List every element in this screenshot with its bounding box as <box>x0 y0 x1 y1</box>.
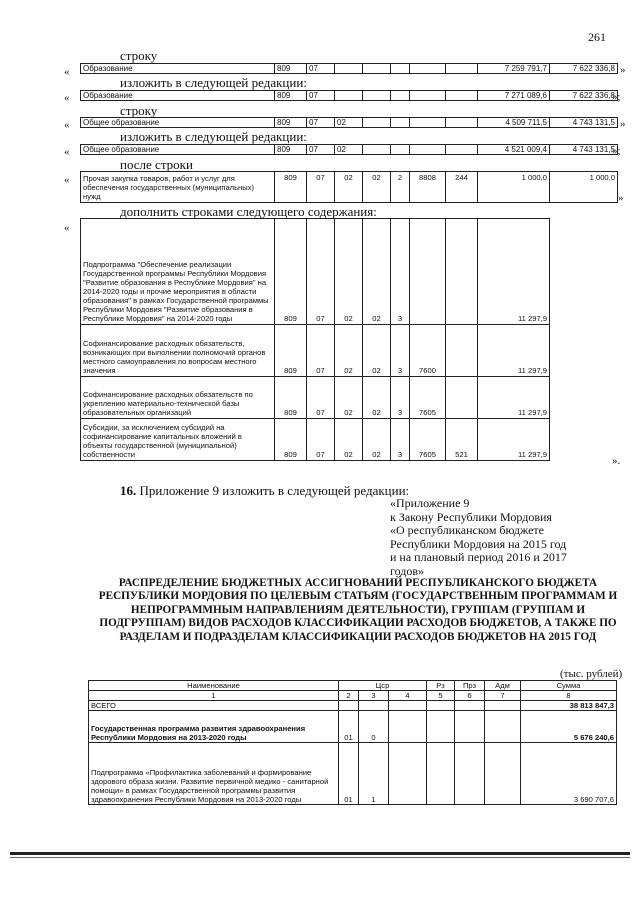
phrase-stroku: строку <box>120 103 158 118</box>
cell-empty <box>427 701 455 711</box>
cell-empty <box>335 64 363 74</box>
section-text: Приложение 9 изложить в следующей редакции: <box>136 483 410 498</box>
col-number: 1 <box>89 691 339 701</box>
cell-sum: 7 259 791,7 <box>478 64 550 74</box>
table-row <box>81 325 618 377</box>
cell-code <box>339 701 359 711</box>
cell-name: Государственная программа развития здравоохранения Республики Мордовия на 2013-2020 годы <box>89 711 339 743</box>
cell-empty <box>485 711 521 743</box>
close-quote: » <box>620 64 626 76</box>
cell-sum: 4 743 131,5 <box>550 118 618 128</box>
cell-code: 809 <box>275 91 307 101</box>
cell-name: Образование <box>81 91 275 101</box>
header-prz: Прз <box>455 681 485 691</box>
cell-code: 809 <box>275 64 307 74</box>
cell-empty <box>550 419 618 461</box>
col-number: 3 <box>359 691 389 701</box>
added-rows-table <box>80 218 618 461</box>
cell-code: 02 <box>363 219 391 325</box>
cell-code: 01 <box>339 711 359 743</box>
cell-empty <box>391 145 410 155</box>
section-16 <box>120 483 409 499</box>
cell-empty <box>446 91 478 101</box>
cell-code: 02 <box>363 377 391 419</box>
cell-code: 02 <box>335 118 363 128</box>
cell-code: 07 <box>307 219 335 325</box>
cell-code: 02 <box>335 419 363 461</box>
phrase-change: изложить в следующей редакции: <box>120 129 307 144</box>
units-label: (тыс. рублей) <box>560 668 623 680</box>
cell-code <box>446 325 478 377</box>
cell-code: 07 <box>307 118 335 128</box>
cell-code: 521 <box>446 419 478 461</box>
row-general-old <box>80 117 618 128</box>
col-number: 5 <box>427 691 455 701</box>
open-quote: « <box>64 66 70 78</box>
cell-code: 1 <box>359 743 389 805</box>
cell-empty <box>427 711 455 743</box>
appendix-line: «О республиканском бюджете <box>390 523 545 538</box>
cell-name: Софинансирование расходных обязательств по укреплению материально-технической базы образовательных организаций <box>81 377 275 419</box>
cell-empty <box>550 377 618 419</box>
cell-empty <box>427 743 455 805</box>
row-obrazovanie-new <box>80 90 618 101</box>
phrase-change: изложить в следующей редакции: <box>120 75 307 90</box>
close-quote: »; <box>612 91 621 103</box>
row-general-new <box>80 144 618 155</box>
cell-code: 02 <box>363 419 391 461</box>
cell-empty <box>363 118 391 128</box>
cell-name: Общее образование <box>81 145 275 155</box>
cell-sum: 11 297,9 <box>478 419 550 461</box>
cell-empty <box>391 64 410 74</box>
phrase-add: дополнить строками следующего содержания: <box>120 204 377 219</box>
cell-code: 07 <box>307 377 335 419</box>
open-quote: « <box>64 119 70 131</box>
table-row <box>89 743 617 805</box>
cell-code: 07 <box>307 64 335 74</box>
column-number-row <box>89 691 617 701</box>
cell-empty <box>389 711 427 743</box>
cell-code <box>359 701 389 711</box>
cell-code: 809 <box>275 172 307 203</box>
cell-code: 07 <box>307 419 335 461</box>
cell-code: 7605 <box>410 377 446 419</box>
cell-code: 809 <box>275 377 307 419</box>
cell-code: 809 <box>275 219 307 325</box>
cell-sum: 4 743 131,5 <box>550 145 618 155</box>
cell-sum: 7 622 336,8 <box>550 64 618 74</box>
document-title: РАСПРЕДЕЛЕНИЕ БЮДЖЕТНЫХ АССИГНОВАНИЙ РЕСПУБЛИКАНСКОГО БЮДЖЕТА РЕСПУБЛИКИ МОРДОВИЯ ПО ЦЕЛЕВЫМ СТАТЬЯМ (ГОСУДАРСТВЕННЫМ ПРОГРАММАМ И НЕПРОГРАММНЫМ НАПРАВЛЕНИЯМ ДЕЯТЕЛЬНОСТИ), ГРУППАМ (ГРУППАМ И ПОДГРУППАМ) ВИДОВ РАСХОДОВ КЛАССИФИКАЦИИ РАСХОДОВ БЮДЖЕТОВ, А ТАКЖЕ ПО РАЗДЕЛАМ И ПОДРАЗДЕЛАМ КЛАССИФИКАЦИИ РАСХОДОВ БЮДЖЕТОВ НА 2015 ГОД <box>98 577 618 643</box>
table-row <box>89 701 617 711</box>
cell-empty <box>363 145 391 155</box>
appendix-line: Республики Мордовия на 2015 год <box>390 536 567 551</box>
cell-sum: 3 690 707,6 <box>521 743 617 805</box>
header-adm: Адм <box>485 681 521 691</box>
col-number: 8 <box>521 691 617 701</box>
cell-empty <box>446 145 478 155</box>
cell-empty <box>389 701 427 711</box>
cell-sum: 38 813 847,3 <box>521 701 617 711</box>
cell-sum: 4 521 009,4 <box>478 145 550 155</box>
cell-code: 809 <box>275 325 307 377</box>
cell-empty <box>391 91 410 101</box>
cell-name: Субсидии, за исключением субсидий на софинансирование капитальных вложений в объекты государственной (муниципальной) собственности <box>81 419 275 461</box>
cell-empty <box>485 701 521 711</box>
table-header-row <box>89 681 617 691</box>
cell-empty <box>389 743 427 805</box>
page-number: 261 <box>588 30 606 44</box>
col-number: 2 <box>339 691 359 701</box>
cell-sum: 4 509 711,5 <box>478 118 550 128</box>
cell-empty <box>485 743 521 805</box>
cell-code: 809 <box>275 118 307 128</box>
table-row <box>81 377 618 419</box>
cell-code: 7600 <box>410 325 446 377</box>
cell-code: 3 <box>391 377 410 419</box>
cell-code: 01 <box>339 743 359 805</box>
cell-sum: 7 271 089,6 <box>478 91 550 101</box>
cell-code: 02 <box>335 172 363 203</box>
cell-empty <box>410 91 446 101</box>
row-purchase <box>80 171 618 203</box>
cell-code: 3 <box>391 325 410 377</box>
cell-code: 244 <box>446 172 478 203</box>
table-row <box>89 711 617 743</box>
cell-code: 7605 <box>410 419 446 461</box>
cell-empty <box>550 325 618 377</box>
header-sum: Сумма <box>521 681 617 691</box>
phrase-after: после строки <box>120 157 193 172</box>
cell-code <box>446 377 478 419</box>
close-quote: » <box>620 118 626 130</box>
cell-code: 07 <box>307 172 335 203</box>
cell-empty <box>446 64 478 74</box>
col-number: 4 <box>389 691 427 701</box>
cell-name: Прочая закупка товаров, работ и услуг для обеспечения государственных (муниципальных) нужд <box>81 172 275 203</box>
cell-empty <box>391 118 410 128</box>
header-name: Наименование <box>89 681 339 691</box>
appendix-line: и на плановый период 2016 и 2017 <box>390 550 567 565</box>
cell-code: 02 <box>363 325 391 377</box>
cell-empty <box>363 91 391 101</box>
cell-code: 02 <box>335 325 363 377</box>
close-quote: »; <box>612 145 621 157</box>
open-quote: « <box>64 146 70 158</box>
cell-code: 8808 <box>410 172 446 203</box>
cell-name: ВСЕГО <box>89 701 339 711</box>
cell-name: Подпрограмма «Профилактика заболеваний и формирование здорового образа жизни. Развитие первичной медико - санитарной помощи» в рамках Государственной программы развития здравоохранения Республики Мордовия на 2013-2020 годы <box>89 743 339 805</box>
appendix-line: «Приложение 9 <box>390 496 470 510</box>
table-row <box>81 219 618 325</box>
cell-name: Подпрограмма "Обеспечение реализации Государственной программы Республики Мордовия "Развитие образования в Республике Мордовия" на 2014-2020 годы и прочие мероприятия в области образования" в рамках Государственной программы Республики Мордовия "Развитие образования в Республике Мордовия" на 2014-2020 годы <box>81 219 275 325</box>
phrase-stroku: строку <box>120 48 158 63</box>
cell-empty <box>446 118 478 128</box>
section-number: 16. <box>120 483 137 498</box>
open-quote: « <box>64 92 70 104</box>
cell-name: Общее образование <box>81 118 275 128</box>
budget-table <box>88 680 617 805</box>
cell-empty <box>410 64 446 74</box>
cell-name: Образование <box>81 64 275 74</box>
cell-name: Софинансирование расходных обязательств, возникающих при выполнении полномочий органов местного самоуправления по вопросам местного значения <box>81 325 275 377</box>
footer-rule <box>10 857 630 858</box>
row-obrazovanie-old <box>80 63 618 74</box>
table-row <box>81 419 618 461</box>
cell-empty <box>335 91 363 101</box>
cell-code: 07 <box>307 145 335 155</box>
header-csr: Цср <box>339 681 427 691</box>
cell-empty <box>455 711 485 743</box>
cell-code: 02 <box>363 172 391 203</box>
cell-sum: 11 297,9 <box>478 325 550 377</box>
appendix-header <box>390 497 630 579</box>
close-quote: ». <box>612 455 621 467</box>
open-quote: « <box>64 174 70 186</box>
cell-code <box>446 219 478 325</box>
cell-empty <box>363 64 391 74</box>
cell-sum: 7 622 336,8 <box>550 91 618 101</box>
cell-code: 3 <box>391 419 410 461</box>
cell-sum: 11 297,9 <box>478 219 550 325</box>
cell-code: 809 <box>275 419 307 461</box>
open-quote: « <box>64 222 70 234</box>
col-number: 6 <box>455 691 485 701</box>
cell-code: 2 <box>391 172 410 203</box>
cell-code: 809 <box>275 145 307 155</box>
cell-code <box>410 219 446 325</box>
cell-code: 07 <box>307 91 335 101</box>
cell-code: 3 <box>391 219 410 325</box>
cell-empty <box>455 743 485 805</box>
cell-sum: 5 676 240,6 <box>521 711 617 743</box>
close-quote: » <box>618 192 624 204</box>
cell-empty <box>410 118 446 128</box>
cell-sum: 1 000,0 <box>550 172 618 203</box>
appendix-line: годов» <box>390 563 425 578</box>
cell-code: 0 <box>359 711 389 743</box>
cell-sum: 1 000,0 <box>478 172 550 203</box>
cell-empty <box>455 701 485 711</box>
cell-code: 07 <box>307 325 335 377</box>
footer-rule <box>10 852 630 855</box>
appendix-line: к Закону Республики Мордовия <box>390 509 552 524</box>
cell-code: 02 <box>335 377 363 419</box>
cell-empty <box>550 219 618 325</box>
col-number: 7 <box>485 691 521 701</box>
cell-empty <box>410 145 446 155</box>
cell-sum: 11 297,9 <box>478 377 550 419</box>
cell-code: 02 <box>335 145 363 155</box>
cell-code: 02 <box>335 219 363 325</box>
header-rz: Рз <box>427 681 455 691</box>
